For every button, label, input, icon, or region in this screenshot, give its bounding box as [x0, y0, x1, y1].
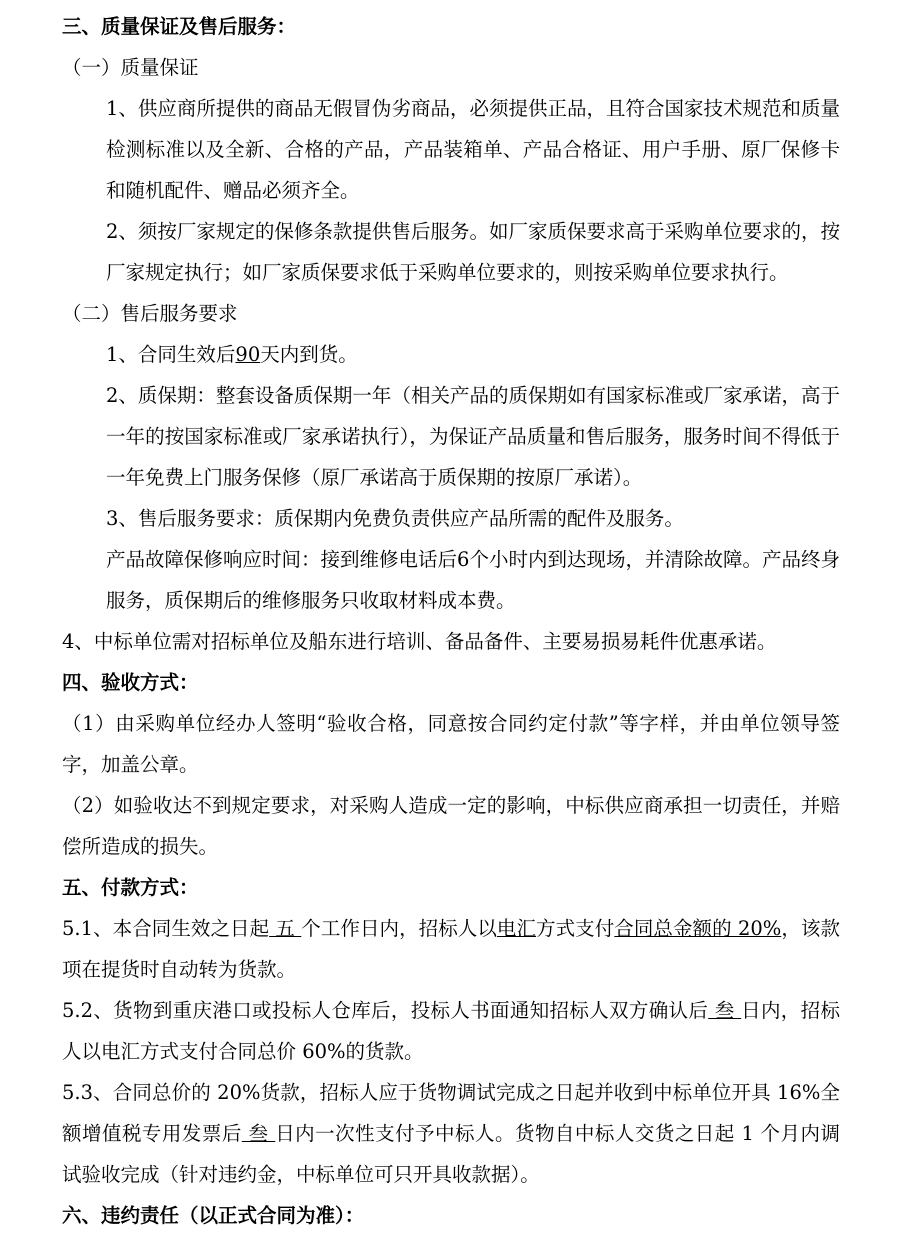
payment-1-amount-value: 合同总金额的 20% [614, 917, 782, 940]
subsection-title-aftersales-requirements: （二）售后服务要求 [62, 302, 238, 325]
paragraph-aftersales-item-3: 3、售后服务要求：质保期内免费负责供应产品所需的配件及服务。 [106, 507, 684, 530]
paragraph-payment-item-2 [62, 990, 840, 1072]
paragraph-aftersales-item-2: 2、质保期：整套设备质保期一年（相关产品的质保期如有国家标准或厂家承诺，高于一年的按国家标准或厂家承诺执行），为保证产品质量和售后服务，服务时间不得低于一年免费上门服务保修（原厂承诺高于质保期的按原厂承诺）。 [106, 384, 840, 489]
section-heading-breach-liability: 六、违约责任（以正式合同为准）： [62, 1204, 365, 1227]
payment-1-method-value: 电汇 [496, 917, 537, 940]
paragraph-quality-item-2: 2、须按厂家规定的保修条款提供售后服务。如厂家质保要求高于采购单位要求的，按厂家规定执行；如厂家质保要求低于采购单位要求的，则按采购单位要求执行。 [106, 220, 840, 284]
paragraph-payment-item-3 [62, 1072, 840, 1195]
payment-3-part-2: 日内一次性支付予中标人。货物自中标人交货之日起 1 个月内调试验收完成（针对违约金，中标单位可只开具收款据）。 [62, 1122, 840, 1186]
paragraph-acceptance-item-1: （1）由采购单位经办人签明“验收合格，同意按合同约定付款”等字样，并由单位领导签字，加盖公章。 [62, 712, 840, 776]
paragraph-aftersales-item-1 [62, 334, 840, 375]
payment-1-part-4: 方式支付 [536, 917, 615, 940]
section-heading-acceptance-method: 四、验收方式： [62, 671, 199, 694]
payment-1-workdays-value: 五 [269, 917, 302, 940]
payment-2-part-2: 日内，招标人以电汇方式支付合同总价 60%的货款。 [62, 999, 840, 1063]
delivery-days-value: 90 [235, 343, 261, 366]
subsection-title-quality-guarantee: （一）质量保证 [62, 56, 199, 79]
paragraph-section3-item-4: 4、中标单位需对招标单位及船东进行培训、备品备件、主要易损易耗件优惠承诺。 [62, 630, 777, 653]
payment-3-part-0: 5.3、合同总价的 20%货款，招标人应于货物调试完成之日起并收到中标单位开具 16%全额增值税专用发票后 [62, 1081, 840, 1145]
payment-1-part-2: 个工作日内，招标人以 [301, 917, 497, 940]
delivery-prefix-text: 1、合同生效后 [106, 343, 236, 366]
section-heading-quality-assurance: 三、质量保证及售后服务： [62, 15, 297, 38]
paragraph-quality-item-1: 1、供应商所提供的商品无假冒伪劣商品，必须提供正品，且符合国家技术规范和质量检测标准以及全新、合格的产品，产品装箱单、产品合格证、用户手册、原厂保修卡和随机配件、赠品必须齐全。 [106, 97, 840, 202]
payment-2-part-0: 5.2、货物到重庆港口或投标人仓库后，投标人书面通知招标人双方确认后 [62, 999, 709, 1022]
payment-1-part-6: ，该款项在提货时自动转为货款。 [62, 917, 840, 981]
section-heading-payment-method: 五、付款方式： [62, 876, 199, 899]
payment-2-days-value: 叁 [708, 999, 742, 1022]
paragraph-payment-item-1 [62, 908, 840, 990]
payment-3-days-value: 叁 [241, 1122, 276, 1145]
payment-1-part-0: 5.1、本合同生效之日起 [62, 917, 270, 940]
paragraph-acceptance-item-2: （2）如验收达不到规定要求，对采购人造成一定的影响，中标供应商承担一切责任，并赔偿所造成的损失。 [62, 794, 840, 858]
paragraph-aftersales-item-4: 产品故障保修响应时间：接到维修电话后6个小时内到达现场，并清除故障。产品终身服务，质保期后的维修服务只收取材料成本费。 [106, 548, 840, 612]
delivery-suffix-text: 天内到货。 [260, 343, 358, 366]
